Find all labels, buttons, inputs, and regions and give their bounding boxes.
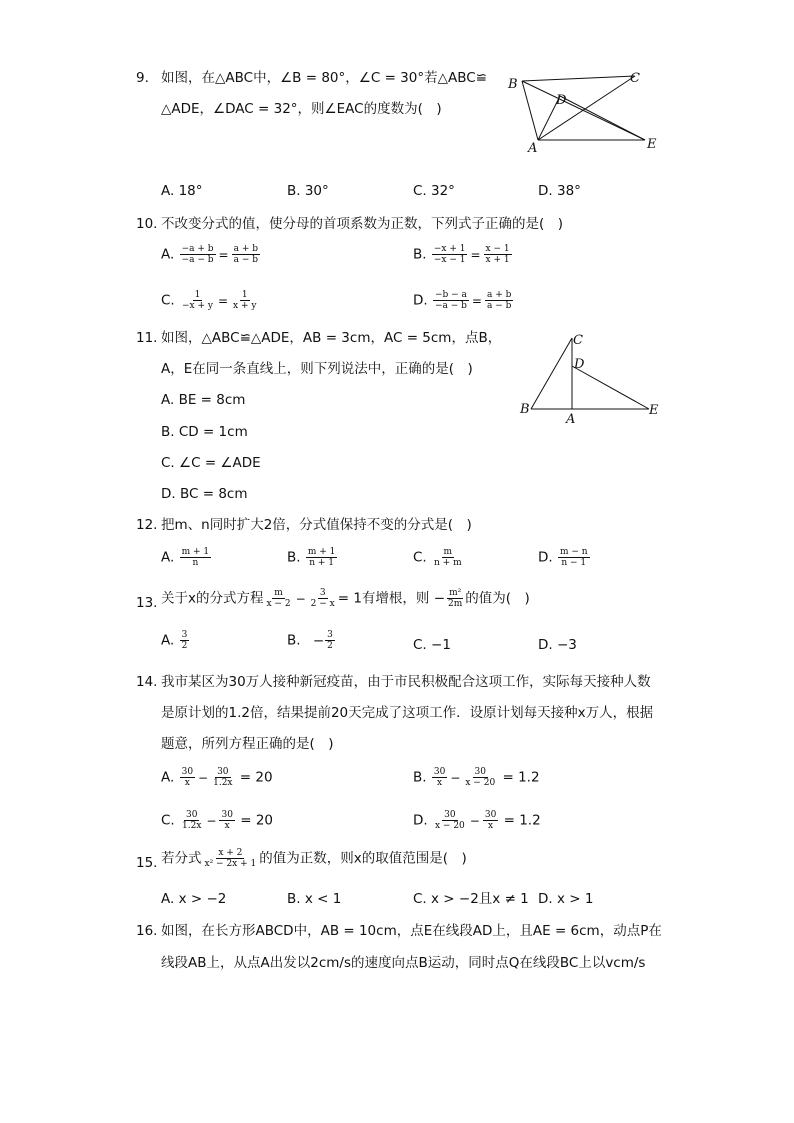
numerator: a + b [233,244,258,254]
q13-b-label: B. [287,632,301,649]
numerator: 30 [185,810,198,820]
q14-c-frac-2 [219,810,234,831]
q12-option-d [538,547,591,568]
q11-option-b: B. CD = 1cm [161,424,248,440]
q11-fig-label-a: A [566,412,576,425]
q11-stem-line1: 如图，△ABC≌△ADE，AB = 3cm，AC = 5cm，点B， [161,330,502,346]
q13-stem-post: 的值为( ) [465,590,530,607]
denominator: x − 20 [465,778,496,788]
denominator: x [224,821,230,831]
q15-option-b: B. x < 1 [287,891,342,907]
denominator: 1.2x [182,821,202,831]
denominator: x − 2 [266,599,291,609]
numerator: −b − a [434,290,467,300]
denominator: n + m [434,558,462,568]
q9-figure [500,66,670,156]
numerator: m [274,588,283,598]
q9-fig-label-c: C [630,71,640,86]
numerator: 30 [484,810,497,820]
q10-a-frac-left [180,244,216,265]
q14-number: 14. [136,674,158,690]
q14-stem-line1: 我市某区为30万人接种新冠疫苗，由于市民积极配合这项工作，实际每天接种人数 [161,674,651,690]
q12-option-c [413,547,465,568]
q14-c-label: C. [161,812,175,829]
denominator: −a − b [181,255,214,265]
q9-option-d: D. 38° [538,183,581,199]
q14-d-frac-1 [433,810,467,831]
q10-option-c: C. $\frac{1}{-x + y}$ = $\frac{1}{x + y}$ [161,290,257,311]
minus-sign: − [312,632,325,649]
denominator: x [184,778,190,788]
q10-d-frac-left [433,290,469,311]
numerator: 3 [327,630,333,640]
denominator: n [192,558,199,568]
q9-fig-label-e: E [647,137,657,152]
q16-stem-line1: 如图，在长方形ABCD中，AB = 10cm，点E在线段AD上，且AE = 6cm，动点P在 [161,923,662,939]
q12-a-frac [180,547,212,568]
denominator: 2 − x [310,599,335,609]
q12-option-b [287,547,338,568]
numerator: 3 [181,630,188,640]
denominator: 1.2x [213,778,233,788]
q12-c-label: C. [413,549,427,566]
denominator: −x + y [182,301,213,311]
numerator: x − 1 [485,244,510,254]
numerator: m + 1 [181,547,210,557]
q15-stem-post: 的值为正数，则x的取值范围是( ) [259,850,467,867]
denominator: x + y [233,301,257,311]
q9-stem-line1: 如图，在△ABC中，∠B = 80°，∠C = 30°若△ABC≌ [161,70,487,86]
q14-stem-line3: 题意，所列方程正确的是( ) [161,736,334,752]
numerator: 30 [433,767,446,777]
q13-option-b [287,630,336,651]
q11-option-d: D. BC = 8cm [161,486,248,502]
q9-fig-label-b: B [508,77,518,92]
q10-option-d: D. $\frac{-b - a}{-a - b}$ = $\frac{a + b}{a - b}$ [413,290,512,311]
q11-fig-label-c: C [573,333,583,348]
q15-frac [203,848,259,869]
q12-d-label: D. [538,549,553,566]
denominator: a − b [486,301,512,311]
q15-stem [161,848,467,869]
denominator: n − 1 [561,558,587,568]
q11-option-c: C. ∠C = ∠ADE [161,455,261,471]
denominator: x [437,778,443,788]
numerator: m² [449,588,462,598]
q9-fig-label-a: A [528,141,538,156]
q14-a-rhs: = 20 [239,769,273,786]
q12-stem: 把m、n同时扩大2倍，分式值保持不变的分式是( ) [161,517,472,533]
q15-option-c: C. x > −2且x ≠ 1 [413,891,529,907]
denominator: −x − 1 [433,255,466,265]
q10-option-a: A. $\frac{-a + b}{-a - b}$ = $\frac{a + b}{a - b}$ [161,244,258,265]
q14-option-a: A. $\frac{30}{x}$ − $\frac{30}{1.2x}$ = 20 [161,767,273,788]
q9-fig-label-d: D [556,93,567,108]
q10-stem: 不改变分式的值，使分母的首项系数为正数，下列式子正确的是( ) [161,216,564,232]
q14-c-rhs: = 20 [240,812,273,829]
q15-stem-pre: 若分式 [161,850,202,867]
numerator: 30 [221,810,233,820]
q13-stem-mid: = 1有增根，则 − [337,590,446,607]
q14-d-label: D. [413,812,428,829]
q11-option-a: A. BE = 8cm [161,392,246,408]
q15-number: 15. [136,855,158,871]
denominator: x² − 2x + 1 [204,859,257,869]
numerator: m − n [559,547,588,557]
minus-sign: − [295,591,306,606]
q14-d-frac-2 [483,810,498,831]
numerator: −a + b [181,244,214,254]
denominator: x [488,821,494,831]
numerator: −x + 1 [433,244,466,254]
q14-stem-line2: 是原计划的1.2倍，结果提前20天完成了这项工作．设原计划每天接种x万人，根据 [161,705,654,721]
q14-a-frac-2 [211,767,234,788]
q9-option-c: C. 32° [413,183,455,199]
q9-option-b: B. 30° [287,183,329,199]
numerator: 30 [474,767,486,777]
q10-option-b: B. $\frac{-x + 1}{-x - 1}$ = $\frac{x - 1}{x + 1}$ [413,244,510,265]
q13-number: 13. [136,595,158,611]
q10-c-label: C. [161,292,175,309]
q16-stem-line2: 线段AB上，从点A出发以2cm/s的速度向点B运动，同时点Q在线段BC上以vcm/s [161,955,646,971]
q14-b-rhs: = 1.2 [502,769,540,786]
numerator: 1 [194,290,201,300]
denominator: 2m [448,599,463,609]
q12-d-frac [558,547,590,568]
q14-b-frac-1 [432,767,447,788]
numerator: x + 2 [218,848,243,858]
q10-a-frac-right [232,244,260,265]
q10-number: 10. [136,216,158,232]
denominator: x − 20 [434,821,465,831]
q12-option-a [161,547,212,568]
q11-fig-label-b: B [520,402,530,417]
q10-d-frac-right [485,290,513,311]
q13-stem [161,588,530,609]
q9-option-a: A. 18° [161,183,203,199]
q12-a-label: A. [161,549,175,566]
q10-b-frac-right [484,244,512,265]
q12-b-label: B. [287,549,301,566]
q15-option-a: A. x > −2 [161,891,227,907]
numerator: m [443,547,453,557]
q12-number: 12. [136,517,158,533]
q10-c-frac-left [180,290,215,311]
q13-option-d: D. −3 [538,637,577,653]
denominator: 2 [327,641,333,651]
numerator: 30 [444,810,456,820]
q16-number: 16. [136,923,158,939]
q13-frac-2 [309,588,337,609]
q13-option-c: C. −1 [413,637,451,653]
q10-a-label: A. [161,246,175,263]
q9-stem-line2: △ADE，∠DAC = 32°，则∠EAC的度数为( ) [161,101,442,117]
denominator: −a − b [434,301,467,311]
q14-option-b: B. $\frac{30}{x}$ − $\frac{30}{x - 20}$ = 1.2 [413,767,540,788]
q14-c-frac-1 [180,810,203,831]
q14-option-c: C. $\frac{30}{1.2x}$ − $\frac{30}{x}$ = 20 [161,810,273,831]
q10-d-label: D. [413,292,428,309]
q11-number: 11. [136,330,158,346]
q14-option-d: D. $\frac{30}{x - 20}$ − $\frac{30}{x}$ = 1.2 [413,810,541,831]
q13-frac-1 [265,588,293,609]
q11-figure [515,330,665,425]
q11-fig-label-e: E [649,403,659,418]
q13-a-frac [180,630,190,651]
q14-b-label: B. [413,769,427,786]
numerator: a + b [486,290,512,300]
q10-b-frac-left [432,244,468,265]
q9-number: 9. [136,70,149,86]
q14-a-label: A. [161,769,175,786]
q14-a-frac-1 [180,767,195,788]
q12-c-frac [432,547,464,568]
numerator: 1 [241,290,248,300]
denominator: n + 1 [309,558,335,568]
q13-stem-pre: 关于x的分式方程 [161,590,264,607]
numerator: m + 1 [307,547,336,557]
numerator: 30 [181,767,194,777]
q14-b-frac-2 [463,767,497,788]
q12-b-frac [306,547,338,568]
numerator: 3 [319,588,326,598]
q13-b-frac [325,630,335,651]
q10-b-label: B. [413,246,427,263]
q13-frac-3 [446,588,464,609]
q10-c-frac-right [231,290,258,311]
q15-option-d: D. x > 1 [538,891,594,907]
denominator: 2 [181,641,188,651]
q11-stem-line2: A，E在同一条直线上，则下列说法中，正确的是( ) [161,361,473,377]
q14-d-rhs: = 1.2 [503,812,541,829]
numerator: 30 [217,767,229,777]
denominator: x + 1 [485,255,510,265]
q11-fig-label-d: D [574,357,585,372]
denominator: a − b [233,255,258,265]
q13-option-a [161,630,190,651]
q13-a-label: A. [161,632,175,649]
